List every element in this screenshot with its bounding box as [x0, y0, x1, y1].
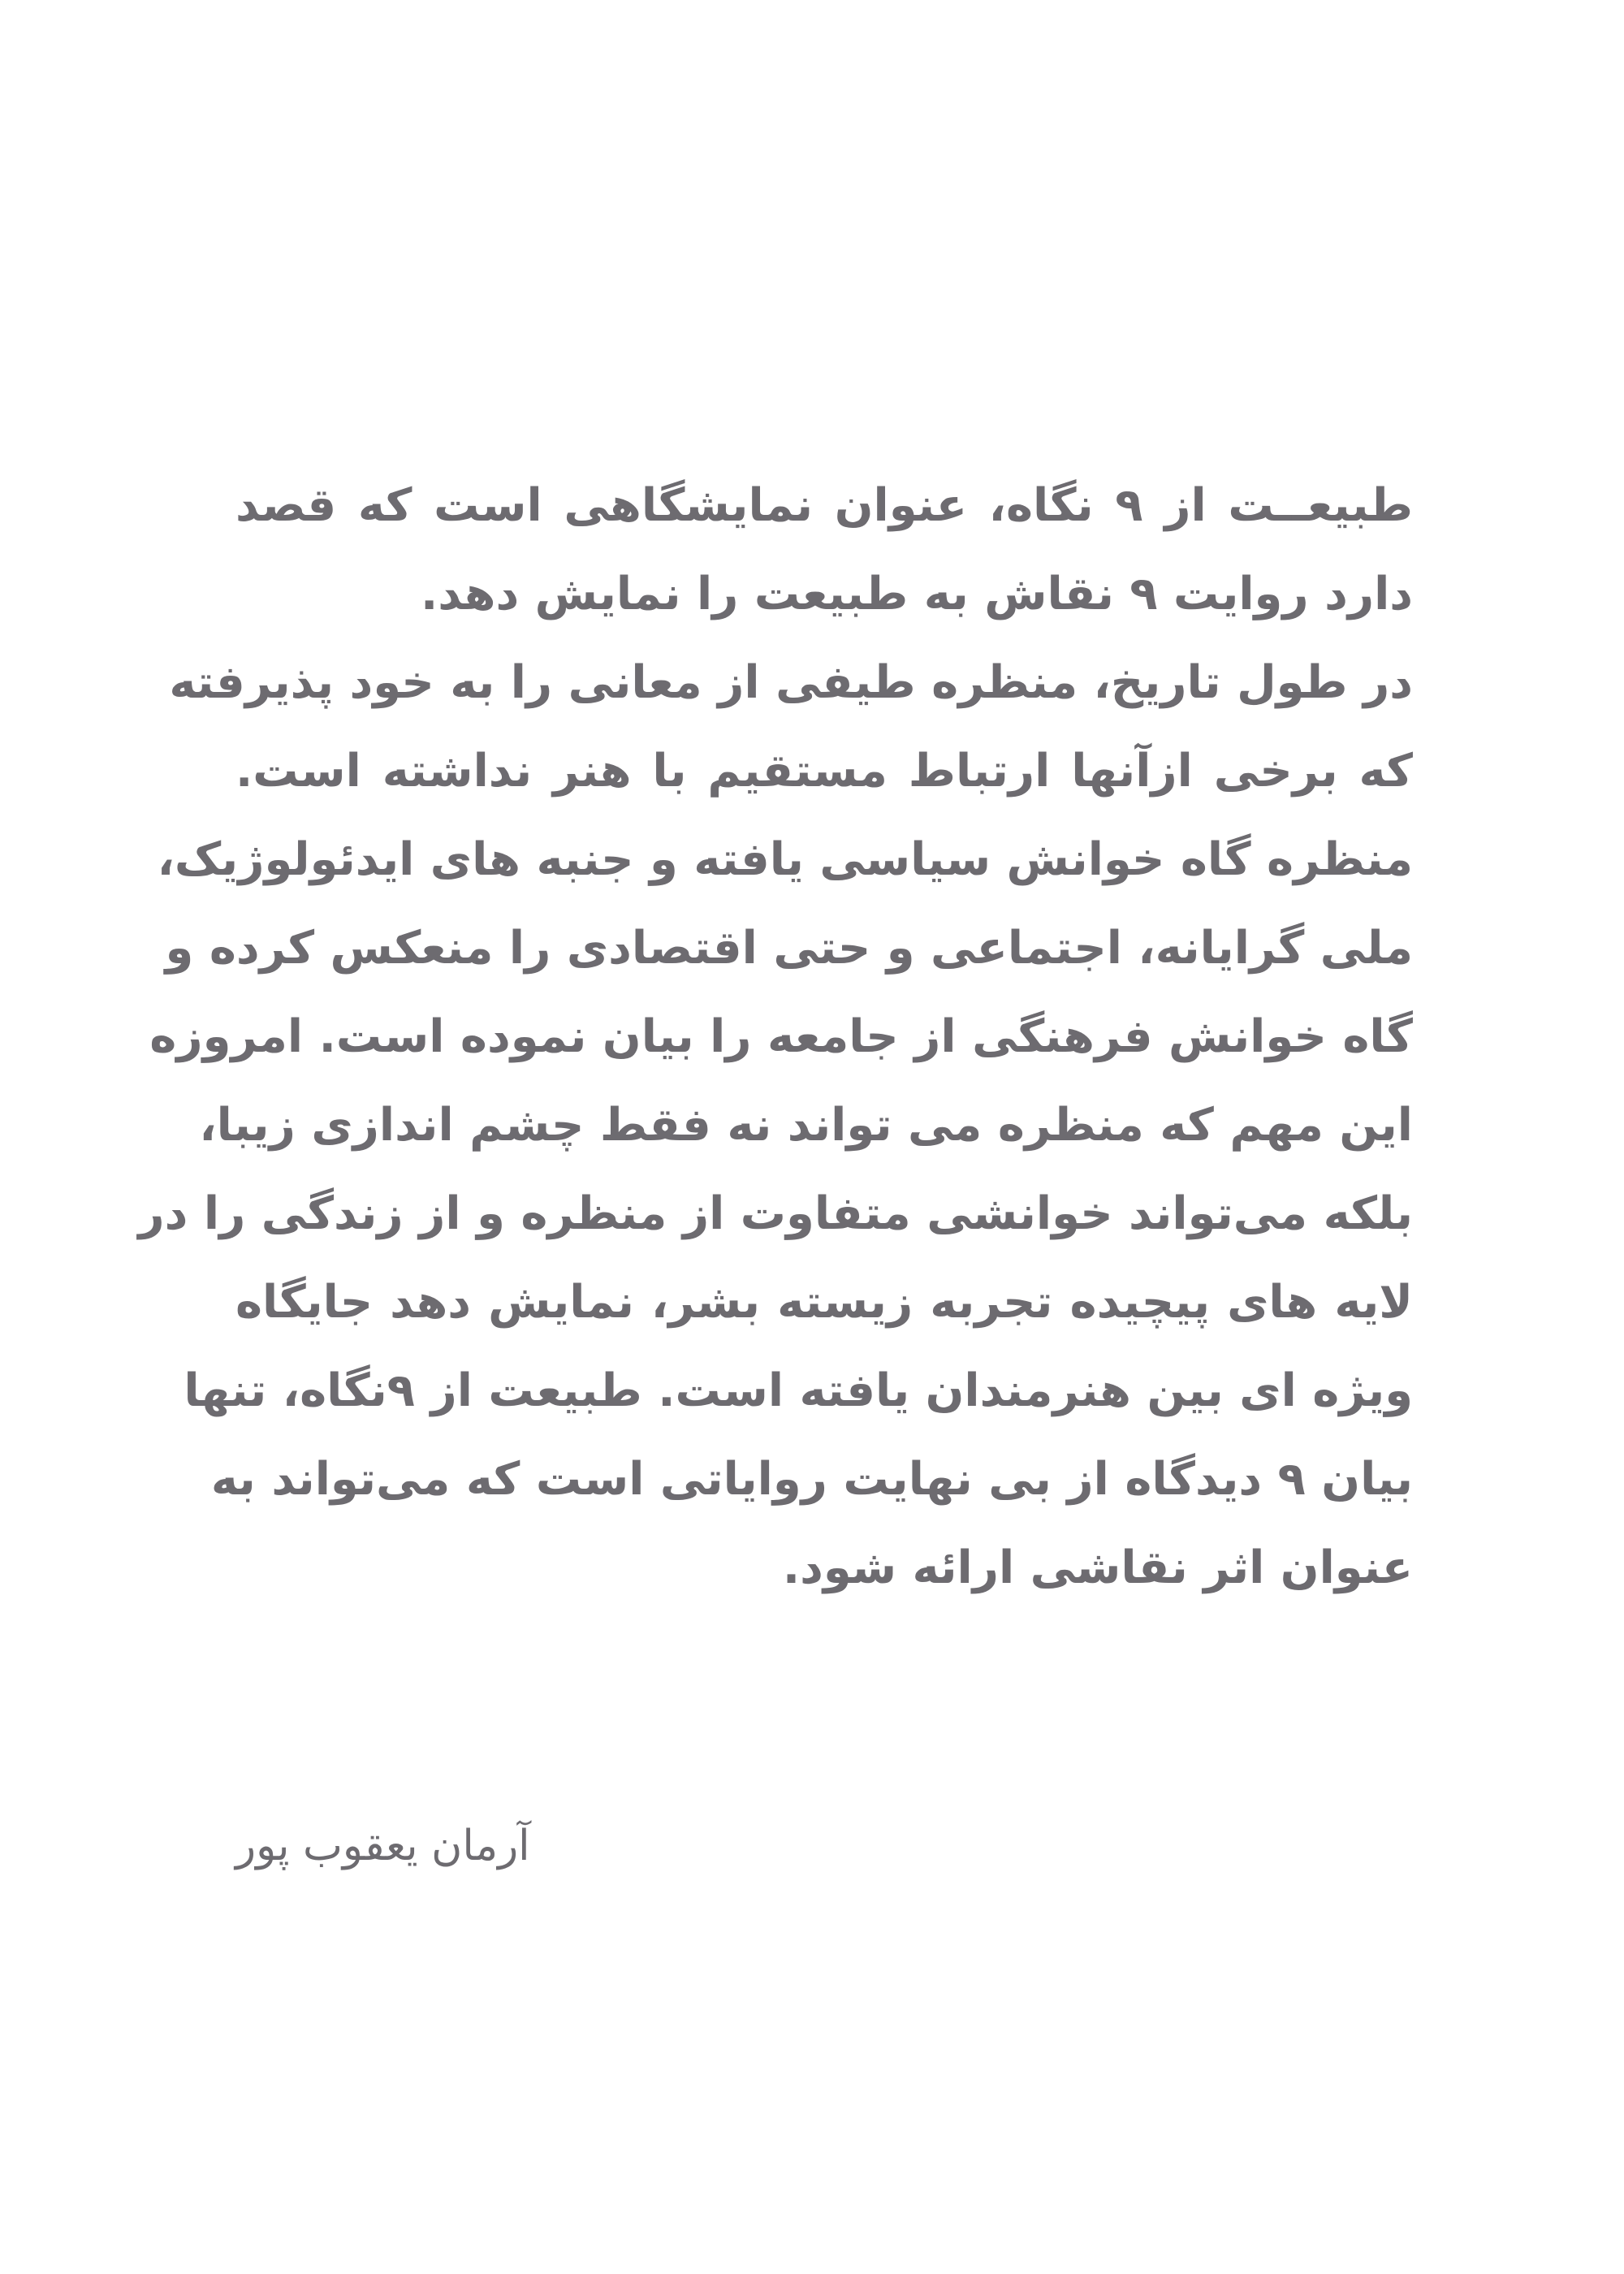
- statement-paragraph: [138, 461, 1414, 1612]
- statement-line: طبیعــت از ۹ نگاه، عنوان نمایشگاهی است که قصد: [235, 479, 1414, 532]
- statement-line: منظره گاه خوانش سیاسی یافته و جنبه های ایدئولوژیک،: [157, 833, 1413, 886]
- statement-line: در طول تاریخ، منظره طیفی از معانی را به خود پذیرفته: [169, 656, 1413, 709]
- statement-line: بیان ۹ دیدگاه از بی نهایت روایاتی است که می‌تواند به: [210, 1453, 1413, 1506]
- statement-line: لایه های پیچیده تجربه زیسته بشر، نمایش دهد جایگاه: [235, 1276, 1413, 1329]
- author-signature: آرمان یعقوب پور: [235, 1822, 530, 1870]
- statement-line: گاه خوانش فرهنگی از جامعه را بیان نموده است. امروزه: [149, 1010, 1413, 1063]
- statement-line: ویژه ای بین هنرمندان یافته است. طبیعت از ۹نگاه، تنها: [184, 1364, 1413, 1417]
- statement-line: این مهم که منظره می تواند نه فقط چشم اندازی زیبا،: [199, 1099, 1413, 1152]
- statement-line: دارد روایت ۹ نقاش به طبیعت را نمایش دهد.: [421, 568, 1413, 620]
- statement-line: که برخی ازآنها ارتباط مستقیم با هنر نداشته است.: [235, 745, 1413, 798]
- statement-line: بلکه می‌تواند خوانشی متفاوت از منظره و از زندگی را در: [138, 1187, 1413, 1240]
- statement-line: عنوان اثر نقاشی ارائه شود.: [782, 1541, 1413, 1594]
- statement-line: ملی گرایانه، اجتماعی و حتی اقتصادی را منعکس کرده و: [165, 922, 1413, 975]
